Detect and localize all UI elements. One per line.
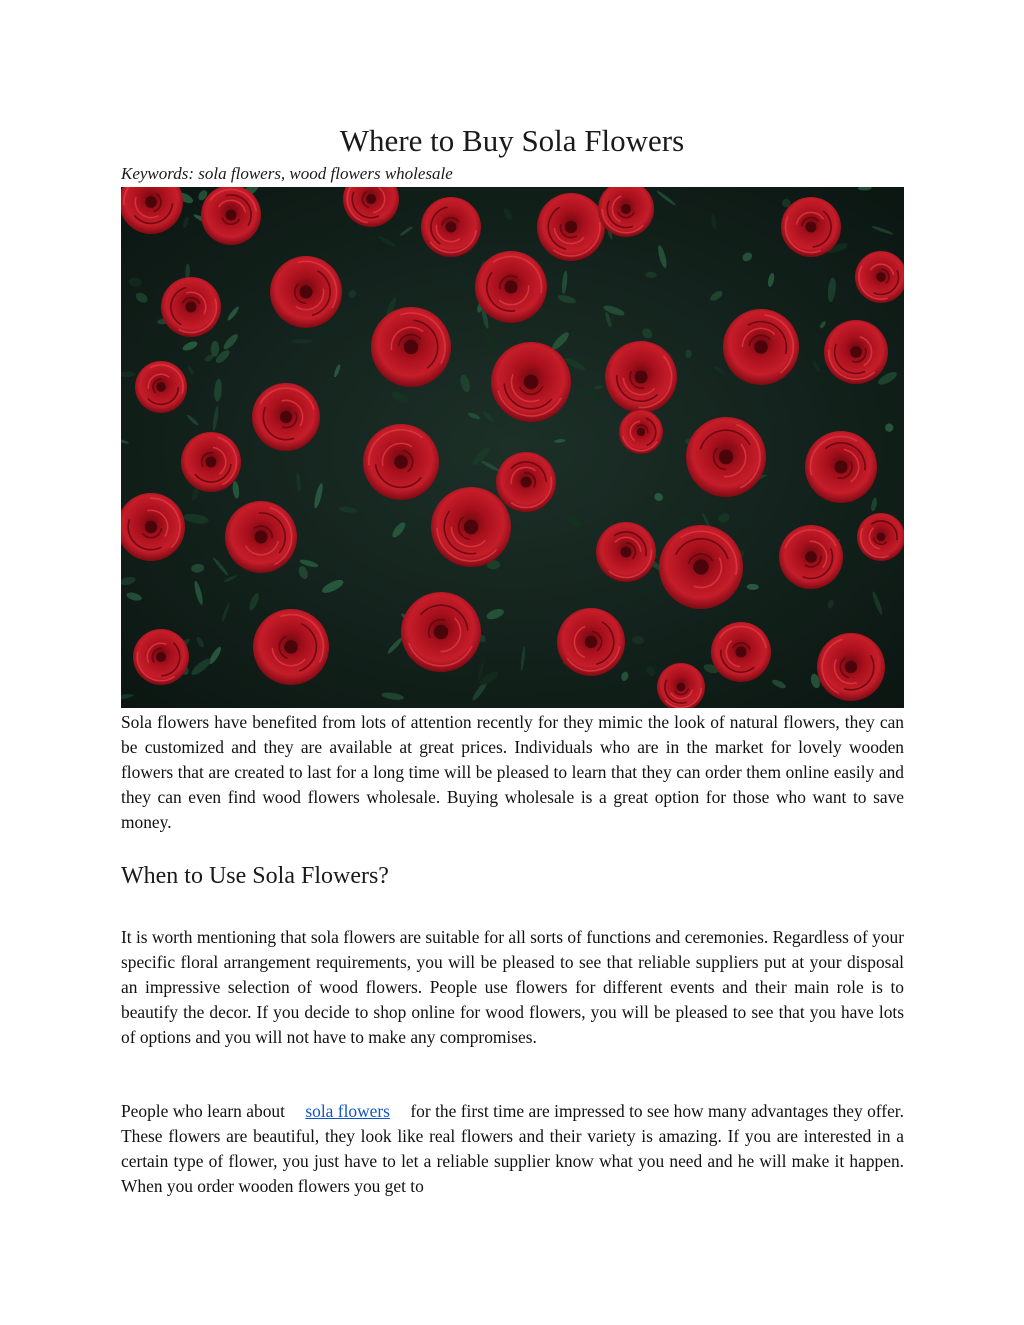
keywords-line: Keywords: sola flowers, wood flowers wholesale [121,164,453,183]
rose-bloom [537,193,605,261]
rose-bloom [401,592,481,672]
rose-bloom [857,513,904,561]
rose-bloom [181,432,241,492]
rose-bloom [135,361,187,413]
rose-bloom [686,417,766,497]
rose-bloom [161,277,221,337]
rose-bloom [371,307,451,387]
rose-bloom [133,629,189,685]
rose-bloom [723,309,799,385]
rose-bloom [225,501,297,573]
rose-bloom [270,256,342,328]
rose-bloom [659,525,743,609]
intro-paragraph: Sola flowers have benefited from lots of attention recently for they mimic the look of natural flowers, they can be customized and they are available at great prices. Individuals who are in the market for lovely wooden flowers that are created to last for a long time will be pleased to learn that they can order them online easily and they can even find wood flowers wholesale. Buying wholesale is a great option for those who want to save money. [121,712,904,832]
rose-bloom [711,622,771,682]
leaf-shape [290,339,312,343]
rose-bloom [431,487,511,567]
rose-bloom [596,522,656,582]
rose-bloom [421,197,481,257]
sola-flowers-link[interactable]: sola flowers [305,1101,390,1121]
rose-bloom [253,609,329,685]
rose-bloom [619,410,663,454]
rose-bloom [779,525,843,589]
advantages-text-before: People who learn about [121,1101,285,1121]
rose-bloom [491,342,571,422]
section-heading-when-to-use: When to Use Sola Flowers? [121,863,389,889]
rose-bloom [557,608,625,676]
document-title: Where to Buy Sola Flowers [339,123,685,158]
rose-bloom [201,187,261,245]
rose-bloom [496,452,556,512]
rose-bloom [805,431,877,503]
advantages-paragraph [121,1099,904,1199]
rose-bloom [817,633,885,701]
rose-bloom [475,251,547,323]
uses-paragraph: It is worth mentioning that sola flowers are suitable for all sorts of functions and ceremonies. Regardless of your specific floral arrangement requirements, you will be pleased to see that reliable suppliers put at your disposal an impressive selection of wood flowers. People use flowers for different events and their main role is to beautify the decor. If you decide to shop online for wood flowers, you will be pleased to see that you have lots of options and you will not have to make any compromises. [121,927,904,1047]
rose-bloom [781,197,841,257]
rose-bloom [252,383,320,451]
rose-bloom [605,341,677,413]
rose-bloom [824,320,888,384]
advantages-text-after: for the first time are impressed to see how many advantages they offer. These flowers are beautiful, they look like real flowers and their variety is amazing. If you are interested in a certain type of flower, you just have to let a reliable supplier know what you need and he will make it happen. When you order wooden flowers you get to [121,1101,904,1196]
rose-bloom [363,424,439,500]
red-roses-photo [121,187,904,708]
